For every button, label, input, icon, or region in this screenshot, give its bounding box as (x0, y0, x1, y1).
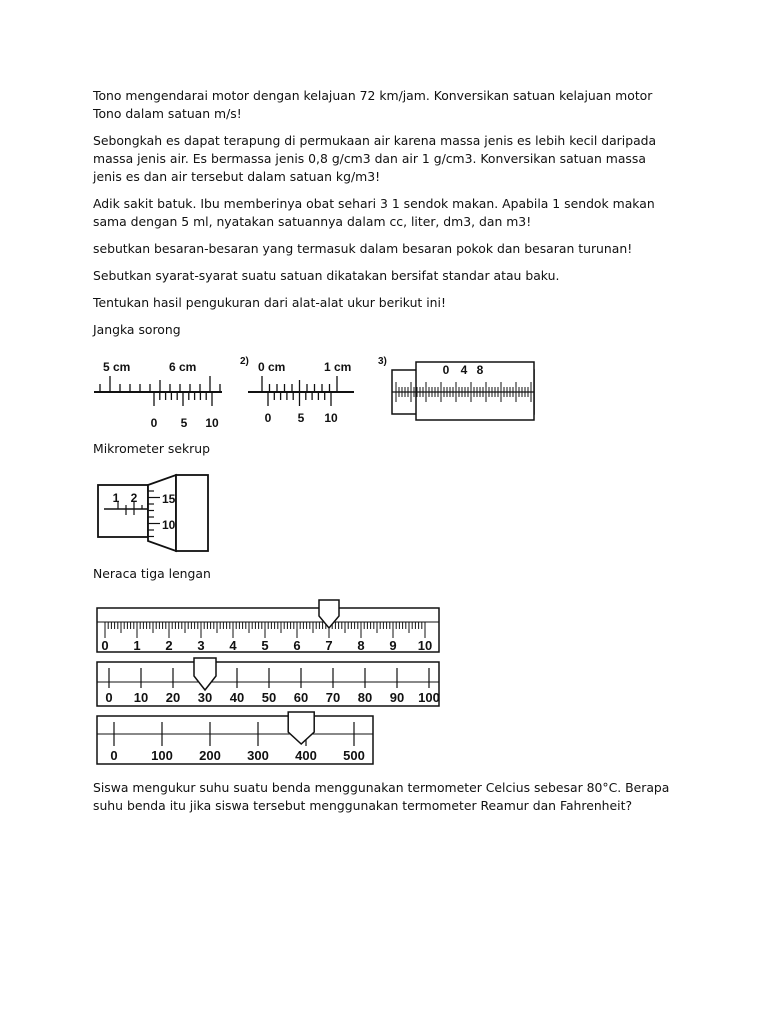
balance-arm-3 (97, 716, 373, 764)
triple-beam-balance (96, 598, 442, 770)
question-speed-conversion: Tono mengendarai motor dengan kelajuan 72 km/jam. Konversikan satuan kelajuan motor Tono dalam satuan m/s! (93, 88, 653, 121)
arm1-label: 5 (261, 638, 269, 653)
arm1-label: 0 (101, 638, 109, 653)
arm1-label: 10 (417, 638, 433, 653)
arm2-label: 70 (325, 690, 341, 705)
micrometer-thimble-15: 15 (162, 492, 176, 506)
arm1-label: 1 (133, 638, 141, 653)
caliper1-vernier-10: 10 (205, 416, 219, 430)
micrometer-sleeve-1: 1 (112, 491, 120, 505)
question-standard-units: Sebutkan syarat-syarat suatu satuan dikatakan bersifat standar atau baku. (93, 268, 560, 283)
caliper3-number: 3) (378, 356, 387, 367)
question-temperature-conversion: Siswa mengukur suhu suatu benda menggunakan termometer Celcius sebesar 80°C. Berapa suhu benda itu jika siswa tersebut menggunakan termometer Reamur dan Fahrenheit? (93, 780, 670, 813)
arm2-label: 0 (105, 690, 113, 705)
arm3-label: 500 (343, 748, 365, 763)
caliper2-label-1cm: 1 cm (324, 360, 352, 374)
heading-vernier-caliper: Jangka sorong (93, 322, 181, 337)
caliper2-vernier-5: 5 (297, 411, 305, 425)
micrometer-thimble-10: 10 (162, 518, 176, 532)
question-volume-conversion: Adik sakit batuk. Ibu memberinya obat sehari 3 1 sendok makan. Apabila 1 sendok makan sama dengan 5 ml, nyatakan satuannya dalam cc, liter, dm3, dan m3! (93, 196, 655, 229)
caliper1-vernier-0: 0 (150, 416, 158, 430)
arm1-label: 2 (165, 638, 173, 653)
question-quantities: sebutkan besaran-besaran yang termasuk dalam besaran pokok dan besaran turunan! (93, 241, 633, 256)
vernier-caliper-2 (238, 352, 358, 432)
question-measurement-results: Tentukan hasil pengukuran dari alat-alat ukur berikut ini! (93, 295, 446, 310)
arm1-label: 3 (197, 638, 205, 653)
arm1-label: 7 (325, 638, 333, 653)
caliper2-label-0cm: 0 cm (258, 360, 286, 374)
arm3-label: 0 (110, 748, 118, 763)
arm3-label: 200 (199, 748, 221, 763)
arm3-label: 300 (247, 748, 269, 763)
caliper3-vernier-8: 8 (476, 363, 484, 377)
arm1-label: 4 (229, 638, 237, 653)
arm1-label: 6 (293, 638, 301, 653)
vernier-caliper-3 (378, 352, 538, 424)
caliper1-vernier-5: 5 (180, 416, 188, 430)
arm2-label: 10 (133, 690, 149, 705)
caliper1-label-6cm: 6 cm (169, 360, 197, 374)
arm2-label: 20 (165, 690, 181, 705)
arm1-label: 9 (389, 638, 397, 653)
micrometer-sleeve-2: 2 (130, 491, 138, 505)
question-density-conversion: Sebongkah es dapat terapung di permukaan air karena massa jenis es lebih kecil daripada massa jenis air. Es bermassa jenis 0,8 g/cm3 dan air 1 g/cm3. Konversikan satuan massa jenis es dan air tersebut dalam satuan kg/m3! (93, 133, 657, 184)
micrometer-screw (96, 471, 212, 557)
caliper3-vernier-0: 0 (442, 363, 450, 377)
arm2-label: 40 (229, 690, 245, 705)
caliper3-vernier-4: 4 (460, 363, 468, 377)
heading-triple-beam-balance: Neraca tiga lengan (93, 566, 211, 581)
heading-micrometer: Mikrometer sekrup (93, 441, 210, 456)
arm3-label: 400 (295, 748, 317, 763)
arm2-label: 50 (261, 690, 277, 705)
arm2-label: 90 (389, 690, 405, 705)
arm2-label: 60 (293, 690, 309, 705)
caliper2-vernier-10: 10 (324, 411, 338, 425)
caliper1-label-5cm: 5 cm (103, 360, 131, 374)
caliper2-number: 2) (240, 356, 249, 367)
caliper2-vernier-0: 0 (264, 411, 272, 425)
arm1-label: 8 (357, 638, 365, 653)
arm3-label: 100 (151, 748, 173, 763)
arm2-label: 100 (418, 690, 440, 705)
arm2-label: 80 (357, 690, 373, 705)
vernier-caliper-1 (90, 352, 225, 432)
arm2-label: 30 (197, 690, 213, 705)
